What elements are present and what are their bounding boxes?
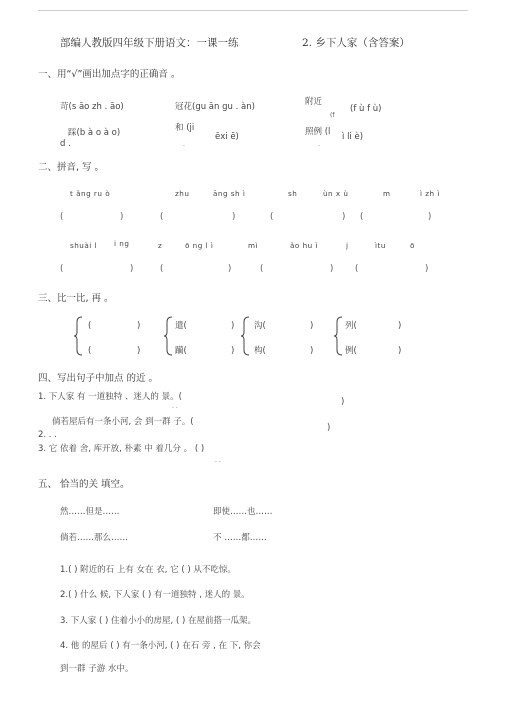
cmp3-a-open: 沟( bbox=[254, 321, 266, 331]
cmp4-a-open: 列( bbox=[345, 321, 357, 331]
cmp4-b-close: ) bbox=[398, 346, 402, 356]
py-row2-d: ō ng l ì bbox=[185, 241, 214, 250]
s1-item-3b: (f ù f ù) bbox=[350, 104, 382, 114]
cmp4-b-open: 例( bbox=[345, 346, 357, 356]
blank-r2-2-open: ( bbox=[160, 264, 164, 274]
s5-sentence-4: 4. 他 的屋后 ( ) 有一条小河, ( ) 在石 旁 , 在 下, 你会 bbox=[60, 641, 261, 651]
s1-dot-b: . bbox=[318, 141, 320, 148]
blank-r1-3-open: ( bbox=[270, 212, 274, 222]
s5-word-3: 倘若……那么…… bbox=[60, 533, 129, 543]
section3-heading: 三、比一比, 再 。 bbox=[38, 293, 114, 304]
cmp1-a-close: ) bbox=[137, 321, 141, 331]
s4-q1-close: ) bbox=[341, 397, 345, 407]
s5-sentence-2: 2.( ) 什么 候, 下人家 ( ) 有一道独特 , 迷人的 景。 bbox=[60, 590, 250, 600]
cmp1-a-open: ( bbox=[88, 321, 92, 331]
py-row1-f: m bbox=[383, 189, 391, 198]
brace-2 bbox=[163, 316, 173, 356]
s4-q2-close: ) bbox=[327, 423, 331, 433]
s5-sentence-1: 1.( ) 附近的石 上有 女在 衣, 它 ( ) 从不吃惊。 bbox=[60, 565, 236, 575]
cmp4-a-close: ) bbox=[398, 321, 402, 331]
s5-sentence-3: 3. 下人家 ( ) 住着小小的房屋, ( ) 在屋前搭一瓜架。 bbox=[60, 616, 256, 626]
s4-q2: 倘若屋后有一条小河, 会 到一群 子。( bbox=[52, 417, 194, 427]
cmp2-b-open: 躏( bbox=[175, 346, 187, 356]
s5-word-2: 即使……也…… bbox=[213, 507, 273, 517]
py-row2-i: ō bbox=[410, 241, 415, 250]
cmp2-b-close: ) bbox=[231, 346, 235, 356]
py-row2-b: i ng bbox=[114, 239, 130, 248]
py-row1-a: t ǎng ru ò bbox=[70, 189, 111, 198]
s1-item-1: 苛(s āo zh . āo) bbox=[60, 102, 124, 112]
section1-heading: 一、用“√”画出加点字的正确音 。 bbox=[38, 69, 181, 80]
cmp1-b-close: ) bbox=[137, 346, 141, 356]
blank-r2-1-open: ( bbox=[60, 264, 64, 274]
s1-item-4: 踩(b à o à o) bbox=[68, 128, 121, 138]
blank-r2-3-close: ) bbox=[330, 264, 334, 274]
section2-heading: 二、拼音, 写 。 bbox=[38, 162, 105, 173]
py-row2-h: ìtu bbox=[375, 241, 386, 250]
s1-item-2: 冠花(gu ān gu . àn) bbox=[175, 102, 255, 112]
py-row2-f: ǎo hu ì bbox=[290, 241, 318, 250]
blank-r2-2-close: ) bbox=[228, 264, 232, 274]
blank-r2-1-close: ) bbox=[130, 264, 134, 274]
py-row1-g: ì zh ì bbox=[420, 189, 440, 198]
s4-q2-number: 2. . . bbox=[38, 430, 57, 440]
s5-sentence-4-cont: 到一群 子游 水中。 bbox=[60, 664, 134, 674]
top-rule bbox=[38, 10, 468, 11]
cmp2-a-open: 遣( bbox=[175, 321, 187, 331]
blank-r2-4-close: ) bbox=[425, 264, 429, 274]
s1-dot-a: . bbox=[183, 141, 185, 148]
blank-r1-1-open: ( bbox=[60, 212, 64, 222]
blank-r2-3-open: ( bbox=[260, 264, 264, 274]
blank-r1-4-open: ( bbox=[360, 212, 364, 222]
cmp3-b-open: 构( bbox=[254, 346, 266, 356]
s1-item-7: 照例 (l bbox=[305, 127, 331, 137]
s4-q3: 3. 它 依着 舍, 库开放, 朴素 中 着几分 。 ( ) bbox=[38, 444, 205, 454]
brace-3 bbox=[240, 316, 250, 356]
cmp3-b-close: ) bbox=[310, 346, 314, 356]
py-row2-e: mì bbox=[248, 241, 258, 250]
brace-1 bbox=[73, 316, 83, 356]
section5-heading: 五、 恰当的关 填空。 bbox=[38, 479, 130, 490]
lesson-title: 2. 乡下人家（含答案） bbox=[302, 37, 410, 49]
s1-item-5: 和 (ji bbox=[175, 123, 195, 133]
section4-heading: 四、写出句子中加点 的近 。 bbox=[38, 373, 159, 384]
s4-q3-dots: . . bbox=[215, 457, 221, 464]
s1-item-3: 附近 bbox=[305, 97, 323, 107]
blank-r2-4-open: ( bbox=[355, 264, 359, 274]
py-row1-e: ùn x ù bbox=[323, 189, 349, 198]
blank-r1-1-close: ) bbox=[120, 212, 124, 222]
s1-item-6: ēxi ē) bbox=[215, 132, 239, 142]
s1-mark-f: (f bbox=[330, 112, 335, 119]
s5-word-1: 然……但是…… bbox=[60, 507, 120, 517]
py-row2-a: shuài l bbox=[70, 241, 98, 250]
blank-r1-3-close: ) bbox=[342, 212, 346, 222]
py-row1-b: zhu bbox=[175, 189, 190, 198]
blank-r1-2-close: ) bbox=[232, 212, 236, 222]
py-row2-g: j bbox=[346, 241, 349, 250]
blank-r1-4-close: ) bbox=[428, 212, 432, 222]
worksheet-title: 部编人教版四年级下册语文：一课一练 bbox=[60, 37, 239, 49]
cmp1-b-open: ( bbox=[88, 346, 92, 356]
cmp3-a-close: ) bbox=[310, 321, 314, 331]
s1-mark-d: d . bbox=[60, 139, 71, 149]
blank-r1-2-open: ( bbox=[160, 212, 164, 222]
py-row1-d: sh bbox=[288, 189, 298, 198]
cmp2-a-close: ) bbox=[231, 321, 235, 331]
s5-word-4: 不 ……都…… bbox=[213, 533, 267, 543]
s4-q1: 1. 下人家 有 一道独特 、迷人的 景。( bbox=[38, 392, 182, 402]
s4-q1-dots: . . bbox=[172, 403, 178, 410]
brace-4 bbox=[333, 316, 343, 356]
py-row2-c: z bbox=[158, 241, 163, 250]
s1-item-8: ì li è) bbox=[342, 132, 364, 142]
py-row1-c: āng sh ì bbox=[213, 189, 246, 198]
